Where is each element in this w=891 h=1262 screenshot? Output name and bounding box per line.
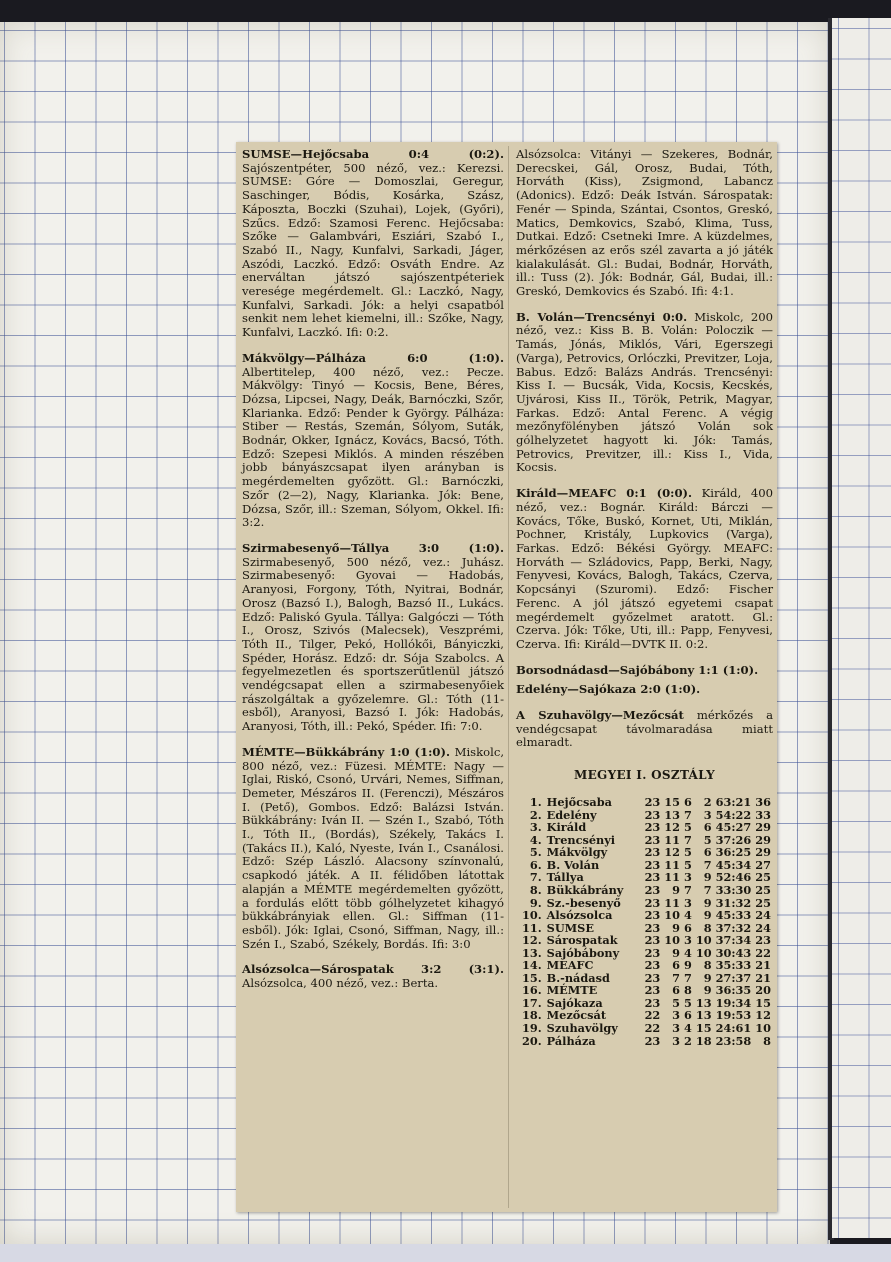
standings-cell-pos: 1. (529, 795, 542, 810)
standings-row (520, 796, 773, 809)
standings-row (520, 1035, 773, 1048)
standings-cell-d: 4 (684, 908, 692, 923)
standings-cell-pts: 29 (755, 832, 771, 847)
standings-cell-p: 23 (644, 857, 661, 872)
standings-cell-p: 23 (644, 920, 661, 935)
standings-cell-team: MÉMTE (546, 983, 598, 998)
standings-cell-d: 5 (684, 857, 692, 872)
standings-cell-w: 15 (664, 795, 681, 810)
standings-cell-pts: 21 (755, 970, 771, 985)
standings-cell-p: 22 (644, 1020, 661, 1035)
standings-cell-d: 9 (684, 958, 692, 973)
standings-cell-w: 11 (664, 857, 681, 872)
standings-cell-l: 7 (703, 882, 712, 897)
standings-cell-pts: 29 (755, 845, 771, 860)
standings-cell-l: 9 (703, 895, 712, 910)
standings-cell-pos: 2. (529, 807, 542, 822)
standings-row (520, 984, 773, 997)
right-column (516, 148, 773, 1047)
standings-cell-pts: 21 (755, 958, 771, 973)
standings-cell-l: 13 (695, 1008, 712, 1023)
standings-cell-team: Tállya (546, 870, 584, 885)
standings-cell-w: 3 (672, 1033, 681, 1048)
match-report-continued: Alsózsolca: Vitányi — Szekeres, Bodnár, Derecskei, Gál, Orosz, Budai, Tóth, Horváth (Kiss), Zsigmond, Labancz (Adonics). Edző: Deák István. Sárospatak: Fenér — Spinda, Szántai, Csontos, Greskó, Matics, Demkovics, Szabó, Klima, Tuss, Dutkai. Edző: Csetneki Imre. A küzdelmes, mérkőzésen az erős szél zavarta a jó játék kialakulását. Gl.: Budai, Bodnár, Horváth, ill.: Tuss (2). Jók: Bodnár, Gál, Budai, ill.: Greskó, Demkovics és Szabó. Ifi: 4:1. (516, 147, 773, 299)
standings-cell-d: 3 (684, 895, 692, 910)
standings-cell-team: Alsózsolca (546, 908, 613, 923)
standings-cell-w: 9 (672, 920, 681, 935)
standings-cell-p: 23 (644, 970, 661, 985)
standings-cell-w: 6 (672, 958, 681, 973)
standings-cell-goals: 54:22 (715, 807, 752, 822)
standings-cell-goals: 19:53 (715, 1008, 752, 1023)
standings-cell-pts: 25 (755, 882, 771, 897)
standings-cell-pos: 20. (522, 1033, 542, 1048)
standings-cell-w: 10 (664, 908, 681, 923)
standings-cell-w: 11 (664, 870, 681, 885)
standings-cell-pts: 29 (755, 820, 771, 835)
standings-cell-d: 2 (684, 1033, 692, 1048)
match-report: Királd—MEAFC 0:1 (0:0). Királd, 400 néző, vez.: Bognár. Királd: Bárczi — Kovács, Tőke, Buskó, Kornet, Uti, Miklán, Pochner, Kristály, Lupkovics (Varga), Farkas. Edző: Békési György. MEAFC: Horváth — Szládovics, Papp, Berki, Nagy, Fenyvesi, Kovács, Balogh, Takács, Czerva, Kopcsányi (Szuromi). Edző: Fischer Ferenc. A jól játszó egyetemi csapat megérdemelt győzelmet aratott. Gl.: Czerva. Jók: Tőke, Uti, ill.: Papp, Fenyvesi, Czerva. Ifi: Királd—DVTK II. 0:2. (516, 486, 773, 651)
grid-paper-next-page (832, 18, 891, 1238)
standings-cell-d: 7 (684, 970, 692, 985)
standings-cell-l: 15 (695, 1020, 712, 1035)
standings-cell-goals: 37:26 (715, 832, 752, 847)
standings-cell-pts: 24 (755, 908, 771, 923)
standings-row (520, 846, 773, 859)
standings-cell-w: 3 (672, 1020, 681, 1035)
standings-cell-l: 5 (703, 832, 712, 847)
standings-cell-goals: 37:34 (715, 933, 752, 948)
standings-cell-team: Sárospatak (546, 933, 618, 948)
standings-cell-l: 13 (695, 995, 712, 1010)
standings-row (520, 909, 773, 922)
standings-cell-team: Edelény (546, 807, 597, 822)
match-report: Mákvölgy—Pálháza 6:0 (1:0). Albertitelep, 400 néző, vez.: Pecze. Mákvölgy: Tinyó — Kocsis, Bene, Béres, Dózsa, Lipcsei, Nagy, Deák, Barnóczki, Szőr, Klarianka. Edző: Pender k György. Pálháza: Stiber — Restás, Szemán, Sólyom, Suták, Bodnár, Okker, Ignácz, Kovács, Bacsó, Tóth. Edző: Szepesi Miklós. A minden részében jobb bányászcsapat ilyen arányban is megérdemelten győzött. Gl.: Barnóczki, Szőr (2—2), Nagy, Klarianka. Jók: Bene, Dózsa, Szőr, ill.: Szeman, Sólyom, Okkel. Ifi: 3:2. (242, 350, 504, 530)
standings-cell-pts: 12 (755, 1008, 771, 1023)
standings-cell-pos: 13. (522, 945, 542, 960)
standings-cell-team: MEAFC (546, 958, 594, 973)
standings-cell-goals: 35:33 (715, 958, 752, 973)
standings-cell-pos: 7. (529, 870, 542, 885)
standings-cell-p: 23 (644, 1033, 661, 1048)
standings-cell-pos: 16. (522, 983, 542, 998)
standings-cell-team: Hejőcsaba (546, 795, 612, 810)
standings-cell-p: 23 (644, 882, 661, 897)
standings-cell-team: Királd (546, 820, 587, 835)
standings-cell-l: 9 (703, 908, 712, 923)
standings-cell-w: 11 (664, 895, 681, 910)
standings-row (520, 821, 773, 834)
standings-cell-d: 4 (684, 1020, 692, 1035)
cancelled-match-note: A Szuhavölgy—Mezőcsát mérkőzés a vendégcsapat távolmaradása miatt elmaradt. (516, 708, 774, 750)
standings-row (520, 934, 773, 947)
standings-cell-pos: 12. (522, 933, 542, 948)
standings-cell-w: 13 (664, 807, 681, 822)
standings-cell-team: Bükkábrány (546, 882, 624, 897)
standings-cell-goals: 19:34 (715, 995, 752, 1010)
standings-cell-team: Pálháza (546, 1033, 596, 1048)
standings-cell-pts: 22 (755, 945, 771, 960)
standings-cell-pts: 27 (755, 857, 771, 872)
standings-cell-pos: 3. (529, 820, 542, 835)
standings-row (520, 1022, 773, 1035)
standings-cell-pos: 11. (522, 920, 542, 935)
standings-cell-goals: 23:58 (715, 1033, 752, 1048)
standings-cell-d: 8 (684, 983, 692, 998)
standings-cell-p: 23 (644, 832, 661, 847)
standings-cell-p: 23 (644, 870, 661, 885)
standings-cell-goals: 27:37 (715, 970, 752, 985)
standings-cell-team: B. Volán (546, 857, 600, 872)
standings-cell-goals: 36:25 (715, 845, 752, 860)
standings-cell-pts: 15 (755, 995, 771, 1010)
standings-cell-goals: 37:32 (715, 920, 752, 935)
standings-cell-team: SUMSE (546, 920, 594, 935)
standings-cell-pts: 8 (763, 1033, 771, 1048)
standings-cell-l: 3 (703, 807, 712, 822)
standings-cell-l: 6 (703, 845, 712, 860)
match-report: MÉMTE—Bükkábrány 1:0 (1:0). Miskolc, 800 néző, vez.: Füzesi. MÉMTE: Nagy — Iglai, Riskó, Csonó, Urvári, Nemes, Siffman, Demeter, Mészáros II. (Ferenczi), Mészáros I. (Pető), Gombos. Edző: Balázsi István. Bükkábrány: Iván II. — Szén I., Szabó, Tóth I., Tóth II., (Bordás), Székely, Takács I. (Takács II.), Kaló, Nyeste, Iván I., Csanálosi. Edző: Szép László. Alacsony színvonalú, csapkodó játék. A II. félidőben látottak alapján a MÉMTE megérdemelten győzött, a fordulás előtt több gólhelyzetet kihagyó bükkábrányiak ellen. Gl.: Siffman (11-esből). Jók: Iglai, Csonó, Siffman, Nagy, ill.: Szén I., Szabó, Székely, Bordás. Ifi: 3:0 (242, 744, 504, 951)
standings-cell-p: 23 (644, 820, 661, 835)
match-report: SUMSE—Hejőcsaba 0:4 (0:2). Sajószentpéter, 500 néző, vez.: Kerezsi. SUMSE: Góre — Domoszlai, Geregur, Saschinger, Bódis, Kosárka, Szász, Káposzta, Boczki (Szuhai), Lojek, (Győri), Szűcs. Edző: Szamosi Ferenc. Hejőcsaba: Szőke — Galambvári, Esziári, Szabó I., Szabó II., Nagy, Kunfalvi, Sarkadi, Jáger, Aszódi, Laczkó. Edző: Osváth Endre. Az enerváltan játszó sajószentpéteriek veresége megérdemelt. Gl.: Laczkó, Nagy, Kunfalvi, Sarkadi. Jók: a helyi csapatból senkit nem lehet kiemelni, ill.: Szőke, Nagy, Kunfalvi, Laczkó. Ifi: 0:2. (242, 147, 504, 340)
standings-cell-pos: 19. (522, 1020, 542, 1035)
standings-cell-team: Sz.-besenyő (546, 895, 621, 910)
standings-cell-pts: 10 (755, 1020, 771, 1035)
standings-cell-d: 3 (684, 870, 692, 885)
standings-cell-l: 10 (695, 945, 712, 960)
match-report: Alsózsolca—Sárospatak 3:2 (3:1). Alsózsolca, 400 néző, vez.: Berta. (242, 962, 504, 991)
column-separator (508, 146, 509, 1208)
standings-cell-p: 23 (644, 995, 661, 1010)
standings-cell-d: 5 (684, 995, 692, 1010)
standings-cell-d: 7 (684, 832, 692, 847)
standings-cell-pts: 24 (755, 920, 771, 935)
standings-cell-w: 5 (672, 995, 681, 1010)
standings-cell-pos: 6. (529, 857, 542, 872)
standings-cell-p: 23 (644, 958, 661, 973)
standings-cell-pts: 25 (755, 895, 771, 910)
standings-cell-team: Sajókaza (546, 995, 603, 1010)
standings-cell-p: 23 (644, 845, 661, 860)
standings-cell-w: 12 (664, 820, 681, 835)
standings-cell-d: 5 (684, 820, 692, 835)
standings-cell-pts: 33 (755, 807, 771, 822)
standings-cell-l: 8 (703, 920, 712, 935)
standings-cell-pos: 18. (522, 1008, 542, 1023)
standings-cell-w: 9 (672, 945, 681, 960)
standings-title: MEGYEI I. OSZTÁLY (574, 768, 715, 783)
standings-cell-p: 23 (644, 933, 661, 948)
standings-cell-goals: 63:21 (715, 795, 752, 810)
short-result: Edelény—Sajókaza 2:0 (1:0). (516, 682, 701, 697)
standings-cell-p: 23 (644, 945, 661, 960)
standings-cell-w: 12 (664, 845, 681, 860)
scan-bottom-edge (0, 1244, 891, 1262)
standings-cell-p: 23 (644, 807, 661, 822)
standings-row (520, 959, 773, 972)
standings-cell-pos: 14. (522, 958, 542, 973)
standings-cell-w: 9 (672, 882, 681, 897)
standings-cell-d: 4 (684, 945, 692, 960)
standings-cell-w: 11 (664, 832, 681, 847)
standings-cell-w: 3 (672, 1008, 681, 1023)
standings-cell-pos: 15. (522, 970, 542, 985)
standings-cell-goals: 31:32 (715, 895, 752, 910)
standings-cell-w: 6 (672, 983, 681, 998)
standings-cell-d: 6 (684, 795, 692, 810)
standings-cell-pos: 10. (522, 908, 542, 923)
short-result: Borsodnádasd—Sajóbábony 1:1 (1:0). (516, 662, 759, 677)
standings-cell-pts: 23 (755, 933, 771, 948)
standings-cell-pts: 25 (755, 870, 771, 885)
standings-cell-goals: 24:61 (715, 1020, 752, 1035)
standings-cell-d: 5 (684, 845, 692, 860)
standings-cell-l: 9 (703, 970, 712, 985)
standings-cell-pos: 4. (529, 832, 542, 847)
standings-cell-goals: 45:27 (715, 820, 752, 835)
standings-cell-team: Mezőcsát (546, 1008, 607, 1023)
standings-cell-team: Trencsényi (546, 832, 616, 847)
standings-cell-goals: 30:43 (715, 945, 752, 960)
standings-cell-d: 3 (684, 933, 692, 948)
standings-cell-team: Szuhavölgy (546, 1020, 618, 1035)
standings-cell-p: 23 (644, 983, 661, 998)
standings-cell-p: 23 (644, 795, 661, 810)
newspaper-clipping (236, 142, 777, 1212)
standings-cell-l: 9 (703, 983, 712, 998)
standings-cell-l: 2 (703, 795, 712, 810)
standings-cell-team: Sajóbábony (546, 945, 620, 960)
standings-cell-l: 7 (703, 857, 712, 872)
standings-cell-w: 7 (672, 970, 681, 985)
standings-cell-team: Mákvölgy (546, 845, 608, 860)
standings-cell-p: 23 (644, 908, 661, 923)
standings-cell-pos: 5. (529, 845, 542, 860)
standings-cell-goals: 33:30 (715, 882, 752, 897)
standings-cell-pos: 9. (529, 895, 542, 910)
standings-cell-pos: 8. (529, 882, 542, 897)
standings-cell-d: 7 (684, 882, 692, 897)
standings-cell-goals: 36:35 (715, 983, 752, 998)
standings-cell-l: 9 (703, 870, 712, 885)
standings-cell-l: 18 (695, 1033, 712, 1048)
standings-cell-d: 6 (684, 920, 692, 935)
standings-row (520, 884, 773, 897)
standings-cell-w: 10 (664, 933, 681, 948)
standings-cell-pts: 36 (755, 795, 771, 810)
standings-cell-team: B.-nádasd (546, 970, 610, 985)
standings-cell-l: 6 (703, 820, 712, 835)
left-column (242, 148, 504, 991)
standings-cell-p: 23 (644, 895, 661, 910)
standings-cell-goals: 52:46 (715, 870, 752, 885)
standings-cell-p: 22 (644, 1008, 661, 1023)
standings-cell-d: 6 (684, 1008, 692, 1023)
match-report: Szirmabesenyő—Tállya 3:0 (1:0). Szirmabesenyő, 500 néző, vez.: Juhász. Szirmabesenyő: Gyovai — Hadobás, Aranyosi, Forgony, Tóth, Nyitrai, Bodnár, Orosz (Bazsó I.), Balogh, Bazsó II., Lukács. Edző: Paliskó Gyula. Tállya: Galgóczi — Tóth I., Orosz, Szivós (Malecsek), Veszprémi, Tóth II., Tilger, Pekó, Hollókői, Bányiczki, Spéder, Horász. Edző: dr. Sója Szabolcs. A fegyelmezetlen és sportszerűtlenül játszó vendégcsapat ellen a szirmabesenyőiek rászolgáltak a győzelemre. Gl.: Tóth (11-esből), Aranyosi, Bazsó I. Jók: Hadobás, Aranyosi, Tóth, ill.: Pekó, Spéder. Ifi: 7:0. (242, 540, 504, 734)
standings-cell-l: 10 (695, 933, 712, 948)
standings-cell-pts: 20 (755, 983, 771, 998)
standings-cell-d: 7 (684, 807, 692, 822)
standings-cell-goals: 45:34 (715, 857, 752, 872)
standings-cell-l: 8 (703, 958, 712, 973)
match-report: B. Volán—Trencsényi 0:0. Miskolc, 200 néző, vez.: Kiss B. B. Volán: Poloczik — Tamás, Jónás, Miklós, Vári, Egerszegi (Varga), Petrovics, Orlóczki, Previtzer, Loja, Babus. Edző: Balázs András. Trencsényi: Kiss I. — Bucsák, Vida, Kocsis, Kecskés, Ujvárosi, Kiss II., Török, Petrik, Magyar, Farkas. Edző: Antal Ferenc. A végig mezőnyfölényben játszó Volán sok gólhelyzetet hagyott ki. Jók: Tamás, Petrovics, Previtzer, ill.: Kiss I., Vida, Kocsis. (516, 309, 773, 475)
standings-cell-goals: 45:33 (715, 908, 752, 923)
standings-table (520, 796, 773, 1047)
standings-cell-pos: 17. (522, 995, 542, 1010)
